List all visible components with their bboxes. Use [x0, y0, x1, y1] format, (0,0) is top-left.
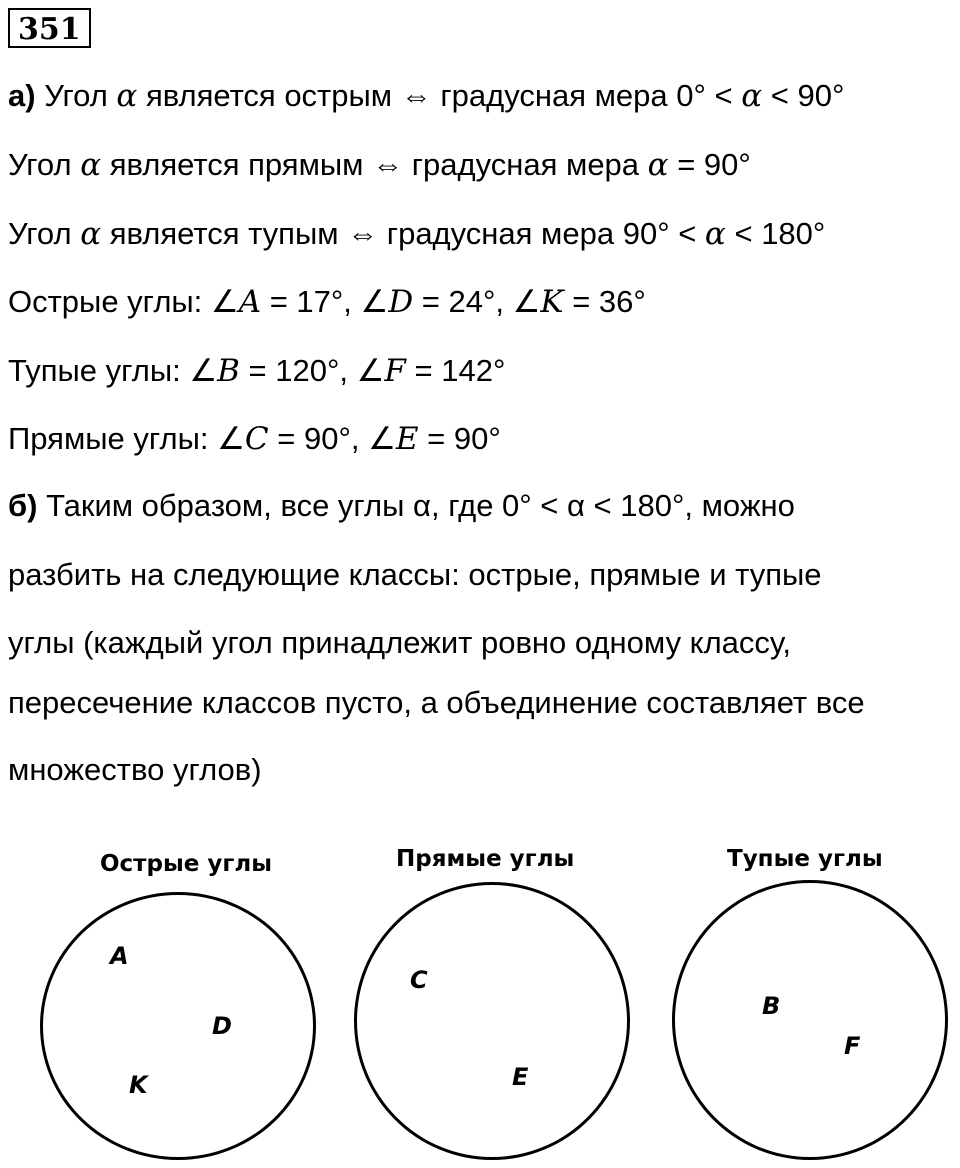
text: = 90°	[418, 421, 501, 456]
part-b-line-4: пересечение классов пусто, а объединение составляет все	[8, 685, 865, 720]
point-k: K	[129, 1071, 148, 1099]
var: α	[116, 78, 138, 114]
part-b-line-3: углы (каждый угол принадлежит ровно одному классу,	[8, 625, 791, 660]
var: E	[395, 421, 419, 457]
point-b: B	[762, 992, 781, 1020]
var: α	[80, 147, 102, 183]
var: α	[647, 147, 669, 183]
text: = 17°, ∠	[261, 284, 389, 319]
var: C	[244, 421, 269, 457]
var: α	[80, 216, 102, 252]
text: = 90°, ∠	[268, 421, 396, 456]
text: Таким образом, все углы α, где 0° < α < 180°, можно	[37, 488, 795, 523]
text: Угол	[8, 147, 81, 182]
acute-definition	[8, 76, 844, 116]
part-b-line-5: множество углов)	[8, 752, 262, 787]
obtuse-angles-list	[8, 351, 505, 391]
point-a: A	[110, 942, 129, 970]
point-c: C	[410, 966, 428, 994]
task-number: 351	[8, 8, 91, 48]
text: Угол	[8, 216, 81, 251]
var: A	[238, 284, 262, 320]
var: K	[540, 284, 564, 320]
text: является прямым ⇔ градусная мера	[101, 147, 648, 182]
text: = 90°	[668, 147, 751, 182]
text: Прямые углы: ∠	[8, 421, 245, 456]
text: является острым ⇔ градусная мера 0° <	[137, 78, 742, 113]
part-b-line-1	[8, 486, 795, 526]
obtuse-definition	[8, 214, 825, 254]
point-f: F	[844, 1032, 861, 1060]
var: B	[217, 353, 240, 389]
text: Тупые углы: ∠	[8, 353, 218, 388]
var: α	[741, 78, 763, 114]
part-a-label: а)	[8, 78, 36, 113]
var: α	[704, 216, 726, 252]
acute-angles-list	[8, 282, 646, 322]
acute-circle	[40, 892, 316, 1160]
right-circle-title: Прямые углы	[396, 846, 575, 872]
right-definition	[8, 145, 751, 185]
var: D	[388, 284, 414, 320]
text: является тупым ⇔ градусная мера 90° <	[101, 216, 705, 251]
acute-circle-title: Острые углы	[100, 851, 273, 877]
obtuse-circle-title: Тупые углы	[727, 846, 883, 872]
text: < 90°	[762, 78, 845, 113]
text: < 180°	[725, 216, 826, 251]
text: = 36°	[563, 284, 646, 319]
text: = 24°, ∠	[413, 284, 541, 319]
text: Острые углы: ∠	[8, 284, 239, 319]
text: = 120°, ∠	[239, 353, 385, 388]
right-circle	[354, 882, 630, 1160]
text: = 142°	[405, 353, 506, 388]
point-e: E	[512, 1063, 529, 1091]
point-d: D	[212, 1012, 232, 1040]
right-angles-list	[8, 419, 501, 459]
part-b-line-2: разбить на следующие классы: острые, прямые и тупые	[8, 557, 822, 592]
text: Угол	[44, 78, 117, 113]
obtuse-circle	[672, 880, 948, 1160]
part-b-label: б)	[8, 488, 38, 523]
var: F	[384, 353, 406, 389]
